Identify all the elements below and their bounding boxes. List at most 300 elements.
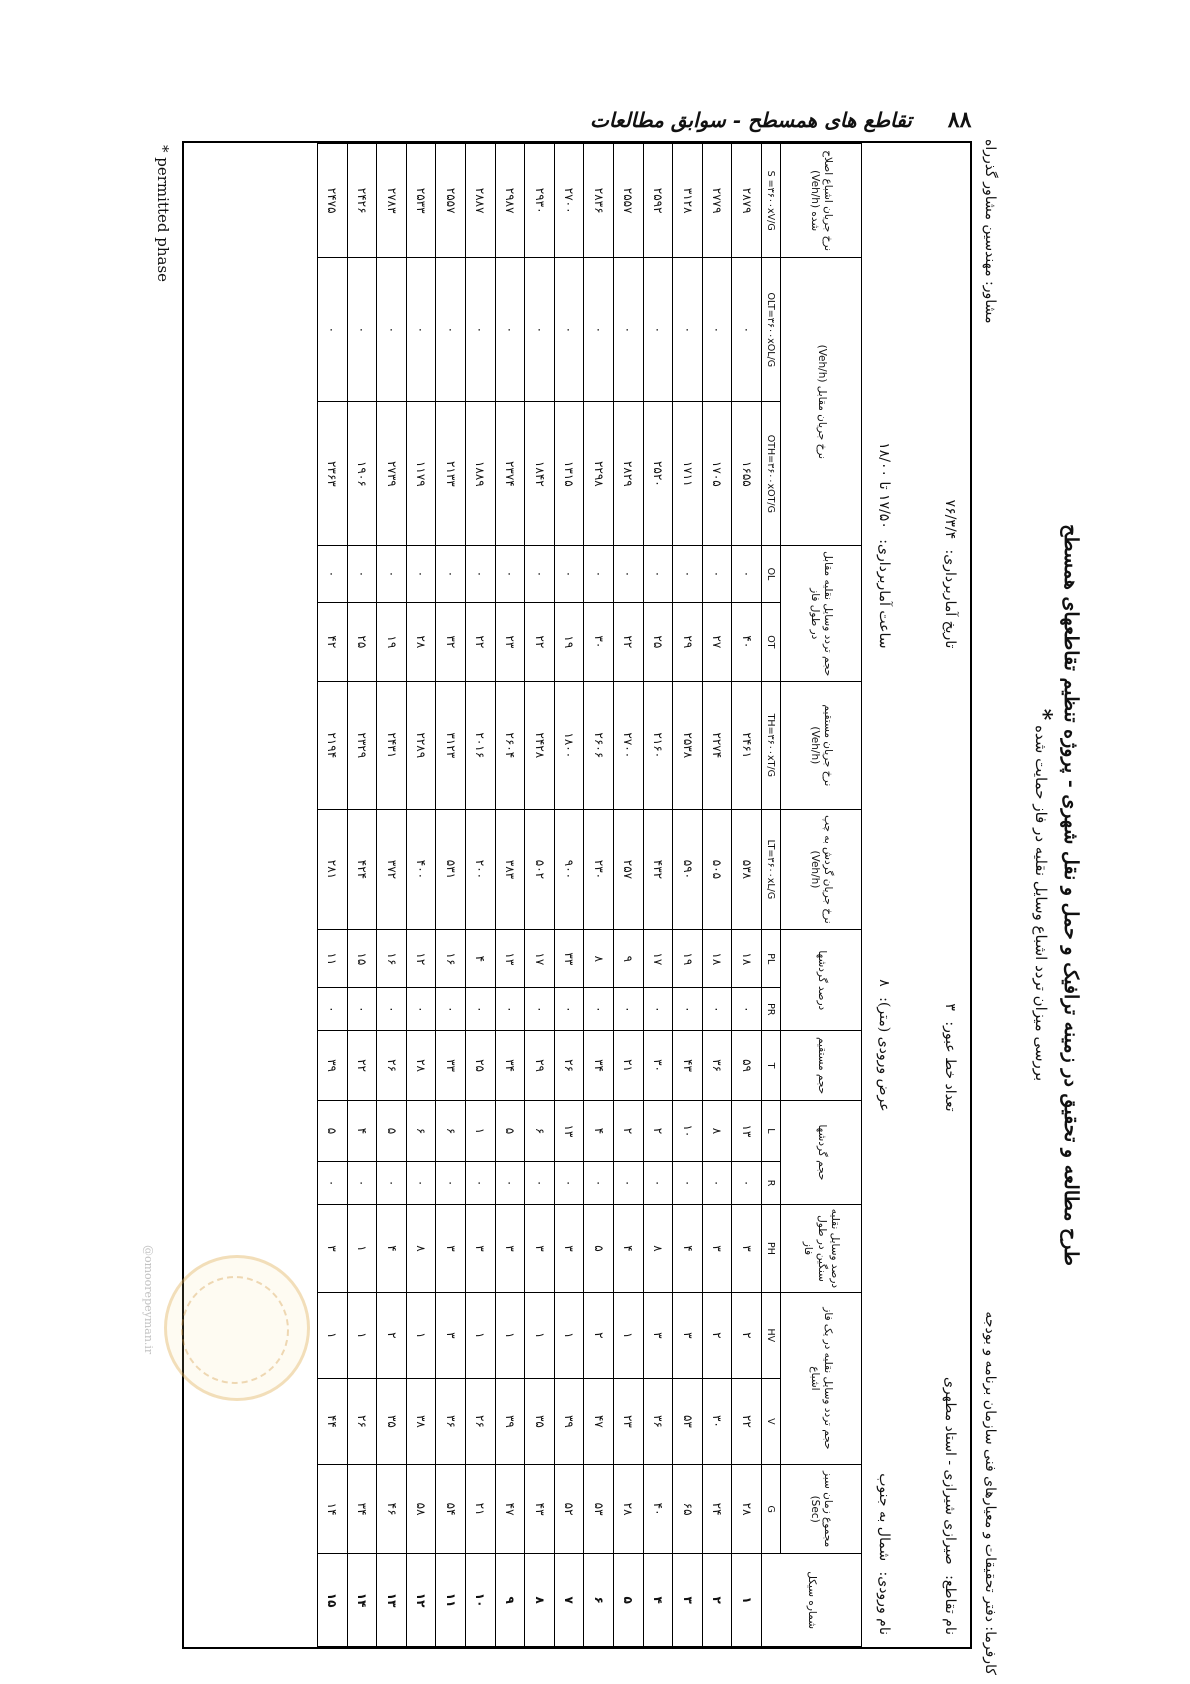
table-cell: ۰: [643, 988, 673, 1031]
table-cell: ۶: [436, 1100, 466, 1161]
column-code: HV: [762, 1292, 781, 1378]
table-cell: ۲۲۹۸: [584, 402, 614, 546]
table-cell: ۱۷۱۱: [673, 402, 703, 546]
table-cell: ۰: [554, 988, 584, 1031]
table-cell: ۳۹: [495, 1378, 525, 1464]
sheet-subtitle-text: بررسی میزان تردد اشباع وسایل نقلیه در فاز حمایت شده: [1032, 725, 1050, 1082]
table-cell: ۱۹: [377, 602, 407, 681]
table-cell: ۰: [554, 258, 584, 402]
table-cell: ۵۳۱: [436, 809, 466, 930]
table-cell: ۸: [406, 1205, 436, 1293]
table-cell: ۱۸۰۰: [554, 682, 584, 809]
sheet-titles: [1030, 115, 1082, 1675]
code-header-row: [762, 144, 781, 1647]
table-cell: ۲۵۵۷: [614, 144, 644, 258]
watermark: @omoorepeyman.ir: [142, 1245, 155, 1355]
table-cell: ۰: [525, 1162, 555, 1205]
table-cell: ۱: [525, 1292, 555, 1378]
running-title: تقاطع های همسطح - سوابق مطالعات: [590, 108, 912, 132]
table-cell: ۱: [495, 1292, 525, 1378]
table-cell: ۲۸: [732, 1464, 762, 1553]
lane-count: تعداد خط عبور: ۳: [942, 1003, 958, 1112]
column-code: OTH=۳۶۰۰xOT/G: [762, 402, 781, 546]
table-cell: ۰: [584, 546, 614, 602]
table-cell: ۰: [673, 988, 703, 1031]
table-cell: ۲۶۰۴: [495, 682, 525, 809]
table-cell: ۲: [643, 1100, 673, 1161]
table-cell: ۲۲: [466, 602, 496, 681]
table-cell: ۲۹: [525, 1031, 555, 1101]
table-cell: ۲۲۸۹: [406, 682, 436, 809]
table-cell: ۰: [525, 258, 555, 402]
table-row: [495, 144, 525, 1647]
column-code: OLT=۳۶۰۰xOL/G: [762, 258, 781, 402]
table-cell: ۰: [702, 1162, 732, 1205]
cycle-number-cell: ۳: [673, 1554, 703, 1647]
table-cell: ۰: [702, 988, 732, 1031]
table-cell: ۲۴۷۵: [318, 144, 348, 258]
table-cell: ۲۶: [466, 1378, 496, 1464]
table-cell: ۱۱۷۹: [406, 402, 436, 546]
table-cell: ۰: [732, 988, 762, 1031]
table-cell: ۱: [466, 1292, 496, 1378]
table-cell: ۲۳۶۳: [318, 402, 348, 546]
table-cell: ۲۶۰۶: [584, 682, 614, 809]
column-code: T: [762, 1031, 781, 1101]
table-cell: ۳۹: [318, 1031, 348, 1101]
group-header: درصد گردشها: [781, 930, 862, 1031]
table-cell: ۵: [377, 1100, 407, 1161]
table-cell: ۲۸۸۷: [466, 144, 496, 258]
table-cell: ۲۳۲۹: [347, 682, 377, 809]
table-cell: ۱۷: [525, 930, 555, 988]
table-cell: ۲۸۷۹: [732, 144, 762, 258]
table-cell: ۲۴۲۶: [347, 144, 377, 258]
table-cell: ۲۹۸۷: [495, 144, 525, 258]
table-cell: ۲۳۷۴: [495, 402, 525, 546]
cycle-number-cell: ۶: [584, 1554, 614, 1647]
group-header: حجم مستقیم: [781, 1031, 862, 1101]
table-cell: ۱۸: [732, 930, 762, 988]
table-cell: ۰: [732, 546, 762, 602]
table-cell: ۲۵: [643, 602, 673, 681]
table-cell: ۲۱۳۳: [436, 402, 466, 546]
table-cell: ۳: [436, 1292, 466, 1378]
table-cell: ۱۲: [406, 930, 436, 988]
table-cell: ۴۰: [732, 602, 762, 681]
table-cell: ۱۰: [673, 1100, 703, 1161]
table-cell: ۵۳۸: [732, 809, 762, 930]
table-cell: ۰: [377, 258, 407, 402]
group-header: نرخ جریان اشباع اصلاح شده (Veh/h): [781, 144, 862, 258]
table-cell: ۳۵: [525, 1378, 555, 1464]
table-cell: ۲۲۷۴: [702, 682, 732, 809]
footnote: * permitted phase: [154, 145, 172, 283]
table-row: [673, 144, 703, 1647]
table-cell: ۵: [584, 1205, 614, 1293]
table-cell: ۲۸: [614, 1464, 644, 1553]
table-cell: ۱: [347, 1205, 377, 1293]
table-cell: ۲۸: [406, 602, 436, 681]
table-cell: ۲۴۳۱: [377, 682, 407, 809]
table-cell: ۰: [466, 1162, 496, 1205]
table-cell: ۲: [702, 1292, 732, 1378]
sheet-subtitle: [1030, 115, 1056, 1675]
table-cell: ۸: [702, 1100, 732, 1161]
table-cell: ۵۹۰: [673, 809, 703, 930]
table-cell: ۴۲۴: [347, 809, 377, 930]
table-cell: ۳۶: [702, 1031, 732, 1101]
table-cell: ۰: [525, 546, 555, 602]
cycle-number-cell: ۱۲: [406, 1554, 436, 1647]
saturation-flow-table: [317, 143, 862, 1647]
table-cell: ۲۸۱: [318, 809, 348, 930]
sheet-main-title: طرح مطالعه و تحقیق در زمینه ترافیک و حمل و نقل شهری - پروژه تنظیم تقاطعهای همسطح: [1060, 524, 1082, 1266]
seal-inner-ring: [181, 1276, 289, 1384]
survey-frame: [182, 141, 972, 1649]
info-row-2: [866, 143, 902, 1647]
table-cell: ۲۹: [673, 602, 703, 681]
table-cell: ۴۳۲: [643, 809, 673, 930]
group-header: حجم گردشها: [781, 1100, 862, 1204]
table-cell: ۰: [466, 546, 496, 602]
table-cell: ۳۷۲: [377, 809, 407, 930]
table-row: [436, 144, 466, 1647]
info-row-1: [932, 143, 968, 1647]
table-row: [643, 144, 673, 1647]
table-cell: ۲۷: [702, 602, 732, 681]
cycle-number-cell: ۹: [495, 1554, 525, 1647]
table-cell: ۵: [495, 1100, 525, 1161]
table-cell: ۱: [318, 1292, 348, 1378]
column-code: L: [762, 1100, 781, 1161]
table-cell: ۲۸۳۶: [584, 144, 614, 258]
table-cell: ۴۷: [495, 1464, 525, 1553]
table-row: [732, 144, 762, 1647]
cycle-number-cell: ۴: [643, 1554, 673, 1647]
table-cell: ۲۳: [614, 1378, 644, 1464]
table-cell: ۱۶: [377, 930, 407, 988]
table-cell: ۱۶: [436, 930, 466, 988]
table-cell: ۴۳: [525, 1464, 555, 1553]
table-cell: ۰: [673, 258, 703, 402]
table-cell: ۲۴: [702, 1464, 732, 1553]
table-cell: ۰: [643, 546, 673, 602]
table-cell: ۱۵: [347, 930, 377, 988]
table-cell: ۲۳: [495, 602, 525, 681]
table-cell: ۲۵۵۷: [436, 144, 466, 258]
cycle-number-cell: ۸: [525, 1554, 555, 1647]
cycle-number-cell: ۲: [702, 1554, 732, 1647]
table-cell: ۲۰۰: [466, 809, 496, 930]
table-cell: ۳۰: [702, 1378, 732, 1464]
table-cell: ۶۵: [673, 1464, 703, 1553]
table-cell: ۵۳: [584, 1464, 614, 1553]
table-cell: ۲: [732, 1292, 762, 1378]
cycle-number-cell: ۱: [732, 1554, 762, 1647]
table-cell: ۱۳: [495, 930, 525, 988]
table-cell: ۶: [525, 1100, 555, 1161]
column-code: G: [762, 1464, 781, 1553]
group-header: حجم تردد وسایل نقلیه مقابل در طول فاز: [781, 546, 862, 682]
table-cell: ۲۱: [614, 1031, 644, 1101]
table-cell: ۳: [554, 1205, 584, 1293]
info-box: [861, 143, 970, 1647]
table-cell: ۰: [584, 1162, 614, 1205]
table-cell: ۵۳: [673, 1378, 703, 1464]
table-cell: ۰: [614, 546, 644, 602]
subtitle-asterisk: *: [1030, 708, 1056, 721]
table-cell: ۳: [643, 1292, 673, 1378]
table-cell: ۲۱۹۴: [318, 682, 348, 809]
table-cell: ۲۴۲۸: [525, 682, 555, 809]
table-row: [554, 144, 584, 1647]
table-cell: ۰: [525, 988, 555, 1031]
table-cell: ۳۵: [377, 1378, 407, 1464]
table-cell: ۰: [318, 258, 348, 402]
table-cell: ۰: [554, 546, 584, 602]
table-cell: ۳۸: [406, 1378, 436, 1464]
approach-name: نام ورودی: شمال به جنوب: [876, 1473, 892, 1635]
table-cell: ۲۷۷۹: [702, 144, 732, 258]
table-cell: ۳۶: [643, 1378, 673, 1464]
table-cell: ۳: [436, 1205, 466, 1293]
table-cell: ۳: [732, 1205, 762, 1293]
table-cell: ۲: [584, 1292, 614, 1378]
client-organization: کارفرما: دفتر تحقیقات و معیارهای فنی سازمان برنامه و بودجه: [982, 1311, 998, 1675]
cycle-number-cell: ۱۵: [318, 1554, 348, 1647]
table-cell: ۱۸: [702, 930, 732, 988]
table-cell: ۰: [495, 258, 525, 402]
table-cell: ۰: [673, 1162, 703, 1205]
table-cell: ۲۰۱۶: [466, 682, 496, 809]
table-cell: ۲۵۹۲: [643, 144, 673, 258]
table-cell: ۳: [318, 1205, 348, 1293]
table-row: [466, 144, 496, 1647]
page-number: ۸۸: [947, 107, 972, 133]
table-cell: ۲۱۶۰: [643, 682, 673, 809]
cycle-number-cell: ۱۰: [466, 1554, 496, 1647]
table-cell: ۱: [554, 1292, 584, 1378]
table-cell: ۰: [377, 988, 407, 1031]
group-header-row: [781, 144, 862, 1647]
table-cell: ۰: [466, 258, 496, 402]
table-cell: ۱۳: [554, 1100, 584, 1161]
table-cell: ۲۵۳۳: [406, 144, 436, 258]
table-cell: ۰: [347, 258, 377, 402]
table-body: [318, 144, 762, 1647]
table-cell: ۰: [495, 1162, 525, 1205]
rotated-sheet: [110, 115, 1090, 1675]
table-cell: ۰: [614, 988, 644, 1031]
table-cell: ۵۹: [732, 1031, 762, 1101]
table-cell: ۰: [347, 988, 377, 1031]
table-cell: ۶: [406, 1100, 436, 1161]
table-cell: ۲۲: [732, 1378, 762, 1464]
table-cell: ۳۶: [436, 1378, 466, 1464]
table-cell: ۲: [377, 1292, 407, 1378]
column-code: PH: [762, 1205, 781, 1293]
table-cell: ۹: [614, 930, 644, 988]
table-cell: ۳۰: [643, 1031, 673, 1101]
table-cell: ۴۴: [318, 1378, 348, 1464]
table-cell: ۳۴: [495, 1031, 525, 1101]
table-cell: ۰: [436, 1162, 466, 1205]
table-cell: ۴۶: [377, 1464, 407, 1553]
table-cell: ۴: [347, 1100, 377, 1161]
table-cell: ۰: [673, 546, 703, 602]
table-cell: ۴: [584, 1100, 614, 1161]
table-cell: ۱۳: [732, 1100, 762, 1161]
group-header: مجموع زمان سبز (Sec): [781, 1464, 862, 1553]
table-cell: ۵۰۵: [702, 809, 732, 930]
table-cell: ۵۰۲: [525, 809, 555, 930]
table-cell: ۴۲: [318, 602, 348, 681]
table-row: [347, 144, 377, 1647]
table-cell: ۰: [406, 988, 436, 1031]
cycle-number-cell: ۱۴: [347, 1554, 377, 1647]
table-cell: ۲۲: [614, 602, 644, 681]
table-cell: ۲۲: [525, 602, 555, 681]
table-cell: ۳۳: [436, 1031, 466, 1101]
group-header: شماره سیکل: [762, 1554, 862, 1647]
column-code: OL: [762, 546, 781, 602]
table-cell: ۳۱۲۸: [673, 144, 703, 258]
table-cell: ۴۳: [673, 1031, 703, 1101]
table-cell: ۰: [406, 546, 436, 602]
table-cell: ۰: [318, 988, 348, 1031]
table-cell: ۲۵۷: [614, 809, 644, 930]
table-cell: ۲۶: [554, 1031, 584, 1101]
table-cell: ۰: [436, 546, 466, 602]
table-cell: ۲۸: [406, 1031, 436, 1101]
intersection-name: نام تقاطع: صیرازی شیرازی - استاد مطهری: [942, 1376, 958, 1635]
table-cell: ۰: [495, 988, 525, 1031]
table-cell: ۰: [466, 988, 496, 1031]
table-row: [584, 144, 614, 1647]
table-cell: ۵۸: [406, 1464, 436, 1553]
table-cell: ۰: [347, 1162, 377, 1205]
column-code: PR: [762, 988, 781, 1031]
approach-width: عرض ورودی (متر): ۸: [876, 979, 892, 1112]
table-cell: ۱۴: [318, 1464, 348, 1553]
survey-time: ساعت آماربرداری: ۱۷/۵۰ تا ۱۸/۰۰: [876, 442, 892, 649]
table-cell: ۱۹: [554, 602, 584, 681]
table-cell: ۰: [377, 1162, 407, 1205]
table-cell: ۹۰۰: [554, 809, 584, 930]
table-cell: ۰: [584, 258, 614, 402]
table-cell: ۱۹: [673, 930, 703, 988]
table-cell: ۳۴: [584, 1031, 614, 1101]
table-cell: ۲۷۸۳: [377, 144, 407, 258]
table-cell: ۱۱: [318, 930, 348, 988]
group-header: نرخ جریان مقابل (Veh/h): [781, 258, 862, 546]
column-code: TH=۳۶۰۰xT/G: [762, 682, 781, 809]
table-cell: ۱۹۰۶: [347, 402, 377, 546]
table-cell: ۰: [318, 1162, 348, 1205]
table-cell: ۱: [466, 1100, 496, 1161]
table-cell: ۳: [466, 1205, 496, 1293]
table-row: [318, 144, 348, 1647]
table-cell: ۰: [732, 258, 762, 402]
consultant: مشاور: مهندسین مشاور گذرراه: [982, 139, 998, 324]
cycle-number-cell: ۱۱: [436, 1554, 466, 1647]
table-cell: ۲۷۰۰: [554, 144, 584, 258]
cycle-number-cell: ۷: [554, 1554, 584, 1647]
table-cell: ۱۷۰۵: [702, 402, 732, 546]
table-cell: ۵۴: [436, 1464, 466, 1553]
group-header: حجم تردد وسایل نقلیه در یک فاز اشباع: [781, 1292, 862, 1464]
table-cell: ۲۷۰۰: [614, 682, 644, 809]
group-header: درصد وسایل نقلیه سنگین در طول فاز: [781, 1205, 862, 1293]
table-cell: ۳: [702, 1205, 732, 1293]
survey-date: تاریخ آماربرداری: ۷۶/۳/۴: [942, 499, 958, 649]
table-cell: ۰: [495, 546, 525, 602]
table-cell: ۰: [702, 258, 732, 402]
table-cell: ۰: [406, 1162, 436, 1205]
table-cell: ۲۵۲۰: [643, 402, 673, 546]
table-cell: ۸: [584, 930, 614, 988]
table-row: [702, 144, 732, 1647]
table-cell: ۱۷: [643, 930, 673, 988]
table-cell: ۱۸۴۲: [525, 402, 555, 546]
cycle-number-cell: ۱۳: [377, 1554, 407, 1647]
table-cell: ۴۰: [643, 1464, 673, 1553]
table-cell: ۲۷۳۹: [377, 402, 407, 546]
table-row: [406, 144, 436, 1647]
table-cell: ۳۱۲۳: [436, 682, 466, 809]
table-cell: ۲۵۳۸: [673, 682, 703, 809]
table-cell: ۳: [673, 1292, 703, 1378]
column-code: R: [762, 1162, 781, 1205]
table-cell: ۱: [406, 1292, 436, 1378]
group-header: نرخ جریان مستقیم (Veh/h): [781, 682, 862, 809]
table-cell: ۲۹۳۰: [525, 144, 555, 258]
table-cell: ۸: [643, 1205, 673, 1293]
table-cell: ۴۰۰: [406, 809, 436, 930]
table-cell: ۰: [318, 546, 348, 602]
table-cell: ۲۶: [347, 1378, 377, 1464]
table-cell: ۰: [643, 1162, 673, 1205]
table-cell: ۳: [525, 1205, 555, 1293]
column-code: LT=۳۶۰۰xL/G: [762, 809, 781, 930]
table-row: [614, 144, 644, 1647]
table-cell: ۰: [436, 988, 466, 1031]
table-cell: ۴: [614, 1205, 644, 1293]
table-cell: ۲۳۰: [584, 809, 614, 930]
table-cell: ۳: [495, 1205, 525, 1293]
table-cell: ۴: [673, 1205, 703, 1293]
column-code: PL: [762, 930, 781, 988]
table-cell: ۰: [377, 546, 407, 602]
table-cell: ۰: [732, 1162, 762, 1205]
table-cell: ۲۱: [466, 1464, 496, 1553]
table-cell: ۲۵: [466, 1031, 496, 1101]
table-cell: ۱۳۱۵: [554, 402, 584, 546]
table-cell: ۴۷: [584, 1378, 614, 1464]
table-cell: ۲۵: [347, 602, 377, 681]
table-cell: ۰: [643, 258, 673, 402]
table-cell: ۴: [377, 1205, 407, 1293]
table-cell: ۵: [318, 1100, 348, 1161]
table-cell: ۳۴: [347, 1464, 377, 1553]
column-code: V: [762, 1378, 781, 1464]
table-row: [525, 144, 555, 1647]
table-cell: ۰: [614, 1162, 644, 1205]
table-cell: ۲۲: [347, 1031, 377, 1101]
table-cell: ۰: [614, 258, 644, 402]
table-cell: ۰: [406, 258, 436, 402]
